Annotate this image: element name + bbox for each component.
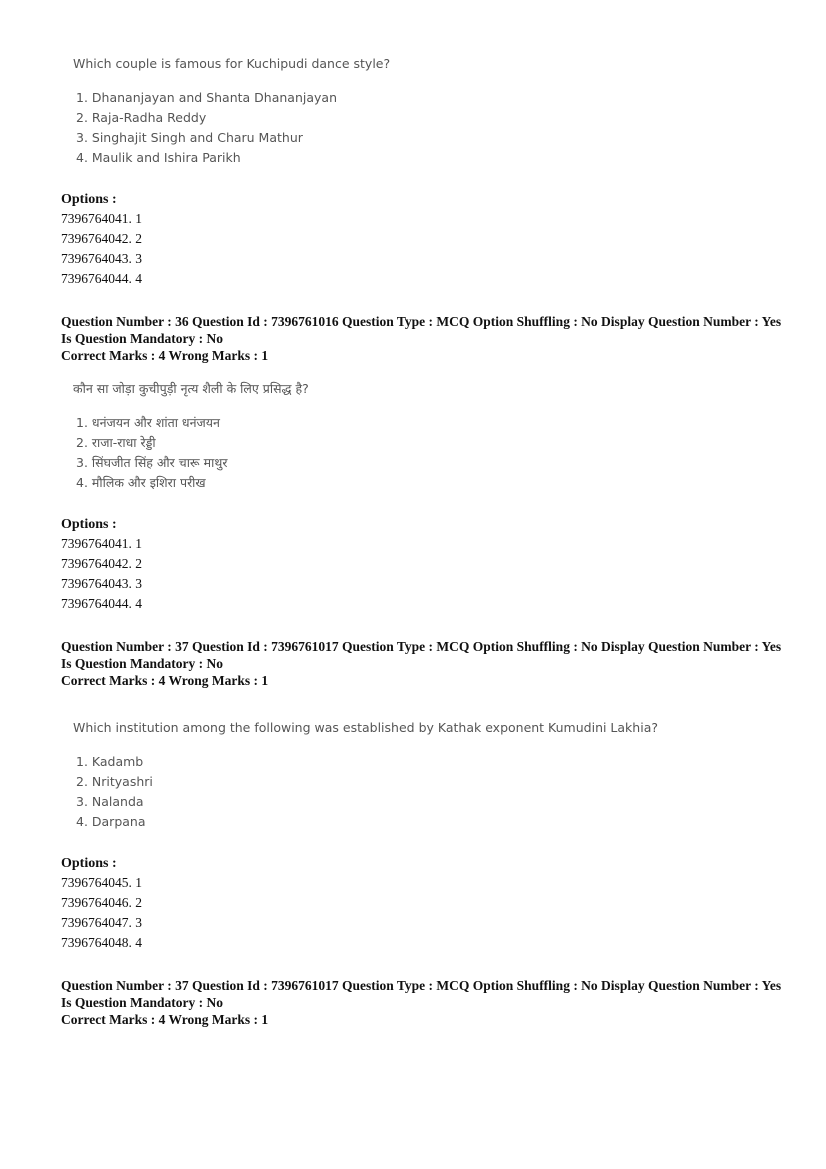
question-image-kathak-en bbox=[61, 720, 791, 835]
question-marks: Correct Marks : 4 Wrong Marks : 1 bbox=[61, 348, 269, 363]
option-item: 7396764047. 3 bbox=[61, 915, 142, 930]
options-label: Options : bbox=[61, 517, 117, 532]
question-meta-37-repeat bbox=[61, 977, 791, 1028]
option-item: 7396764046. 2 bbox=[61, 895, 142, 910]
question-mandatory: Is Question Mandatory : No bbox=[61, 331, 224, 346]
question-text: Which couple is famous for Kuchipudi dance style? bbox=[73, 56, 391, 71]
choice-item: 1. Kadamb bbox=[76, 754, 144, 769]
question-marks: Correct Marks : 4 Wrong Marks : 1 bbox=[61, 673, 269, 688]
option-item: 7396764043. 3 bbox=[61, 251, 142, 266]
choice-item: 3. Nalanda bbox=[76, 794, 144, 809]
choice-item: 4. Darpana bbox=[76, 814, 146, 829]
question-text: कौन सा जोड़ा कुचीपुड़ी नृत्य शैली के लिए प्रसिद्ध है? bbox=[73, 381, 309, 396]
question-marks: Correct Marks : 4 Wrong Marks : 1 bbox=[61, 1012, 269, 1027]
question-image-kuchipudi-en bbox=[61, 56, 791, 171]
options-label: Options : bbox=[61, 856, 117, 871]
question-meta-37 bbox=[61, 638, 791, 689]
question-meta-line: Question Number : 37 Question Id : 7396761017 Question Type : MCQ Option Shuffling : No Display Question Number : Yes bbox=[61, 639, 782, 654]
choice-item: 2. Nrityashri bbox=[76, 774, 153, 789]
question-meta-line: Question Number : 36 Question Id : 7396761016 Question Type : MCQ Option Shuffling : No Display Question Number : Yes bbox=[61, 314, 782, 329]
option-item: 7396764048. 4 bbox=[61, 935, 142, 950]
option-item: 7396764042. 2 bbox=[61, 556, 142, 571]
options-block bbox=[61, 516, 791, 614]
option-item: 7396764041. 1 bbox=[61, 211, 142, 226]
choice-item: 3. सिंघजीत सिंह और चारू माथुर bbox=[76, 455, 228, 470]
option-item: 7396764044. 4 bbox=[61, 596, 142, 611]
question-meta-line: Question Number : 37 Question Id : 7396761017 Question Type : MCQ Option Shuffling : No Display Question Number : Yes bbox=[61, 978, 782, 993]
choice-item: 1. धनंजयन और शांता धनंजयन bbox=[76, 415, 220, 430]
option-item: 7396764045. 1 bbox=[61, 875, 142, 890]
option-item: 7396764043. 3 bbox=[61, 576, 142, 591]
question-meta-36 bbox=[61, 313, 791, 364]
choice-item: 3. Singhajit Singh and Charu Mathur bbox=[76, 130, 303, 145]
question-image-kuchipudi-hi bbox=[61, 380, 791, 495]
option-item: 7396764041. 1 bbox=[61, 536, 142, 551]
question-mandatory: Is Question Mandatory : No bbox=[61, 656, 224, 671]
choice-item: 4. Maulik and Ishira Parikh bbox=[76, 150, 241, 165]
choice-item: 2. राजा-राधा रेड्डी bbox=[76, 435, 156, 450]
question-mandatory: Is Question Mandatory : No bbox=[61, 995, 224, 1010]
option-item: 7396764044. 4 bbox=[61, 271, 142, 286]
choice-item: 2. Raja-Radha Reddy bbox=[76, 110, 207, 125]
options-block bbox=[61, 855, 791, 953]
options-block bbox=[61, 191, 791, 289]
option-item: 7396764042. 2 bbox=[61, 231, 142, 246]
choice-item: 1. Dhananjayan and Shanta Dhananjayan bbox=[76, 90, 337, 105]
options-label: Options : bbox=[61, 192, 117, 207]
choice-item: 4. मौलिक और इशिरा परीख bbox=[76, 475, 206, 490]
question-text: Which institution among the following was established by Kathak exponent Kumudini Lakhia? bbox=[73, 720, 658, 735]
